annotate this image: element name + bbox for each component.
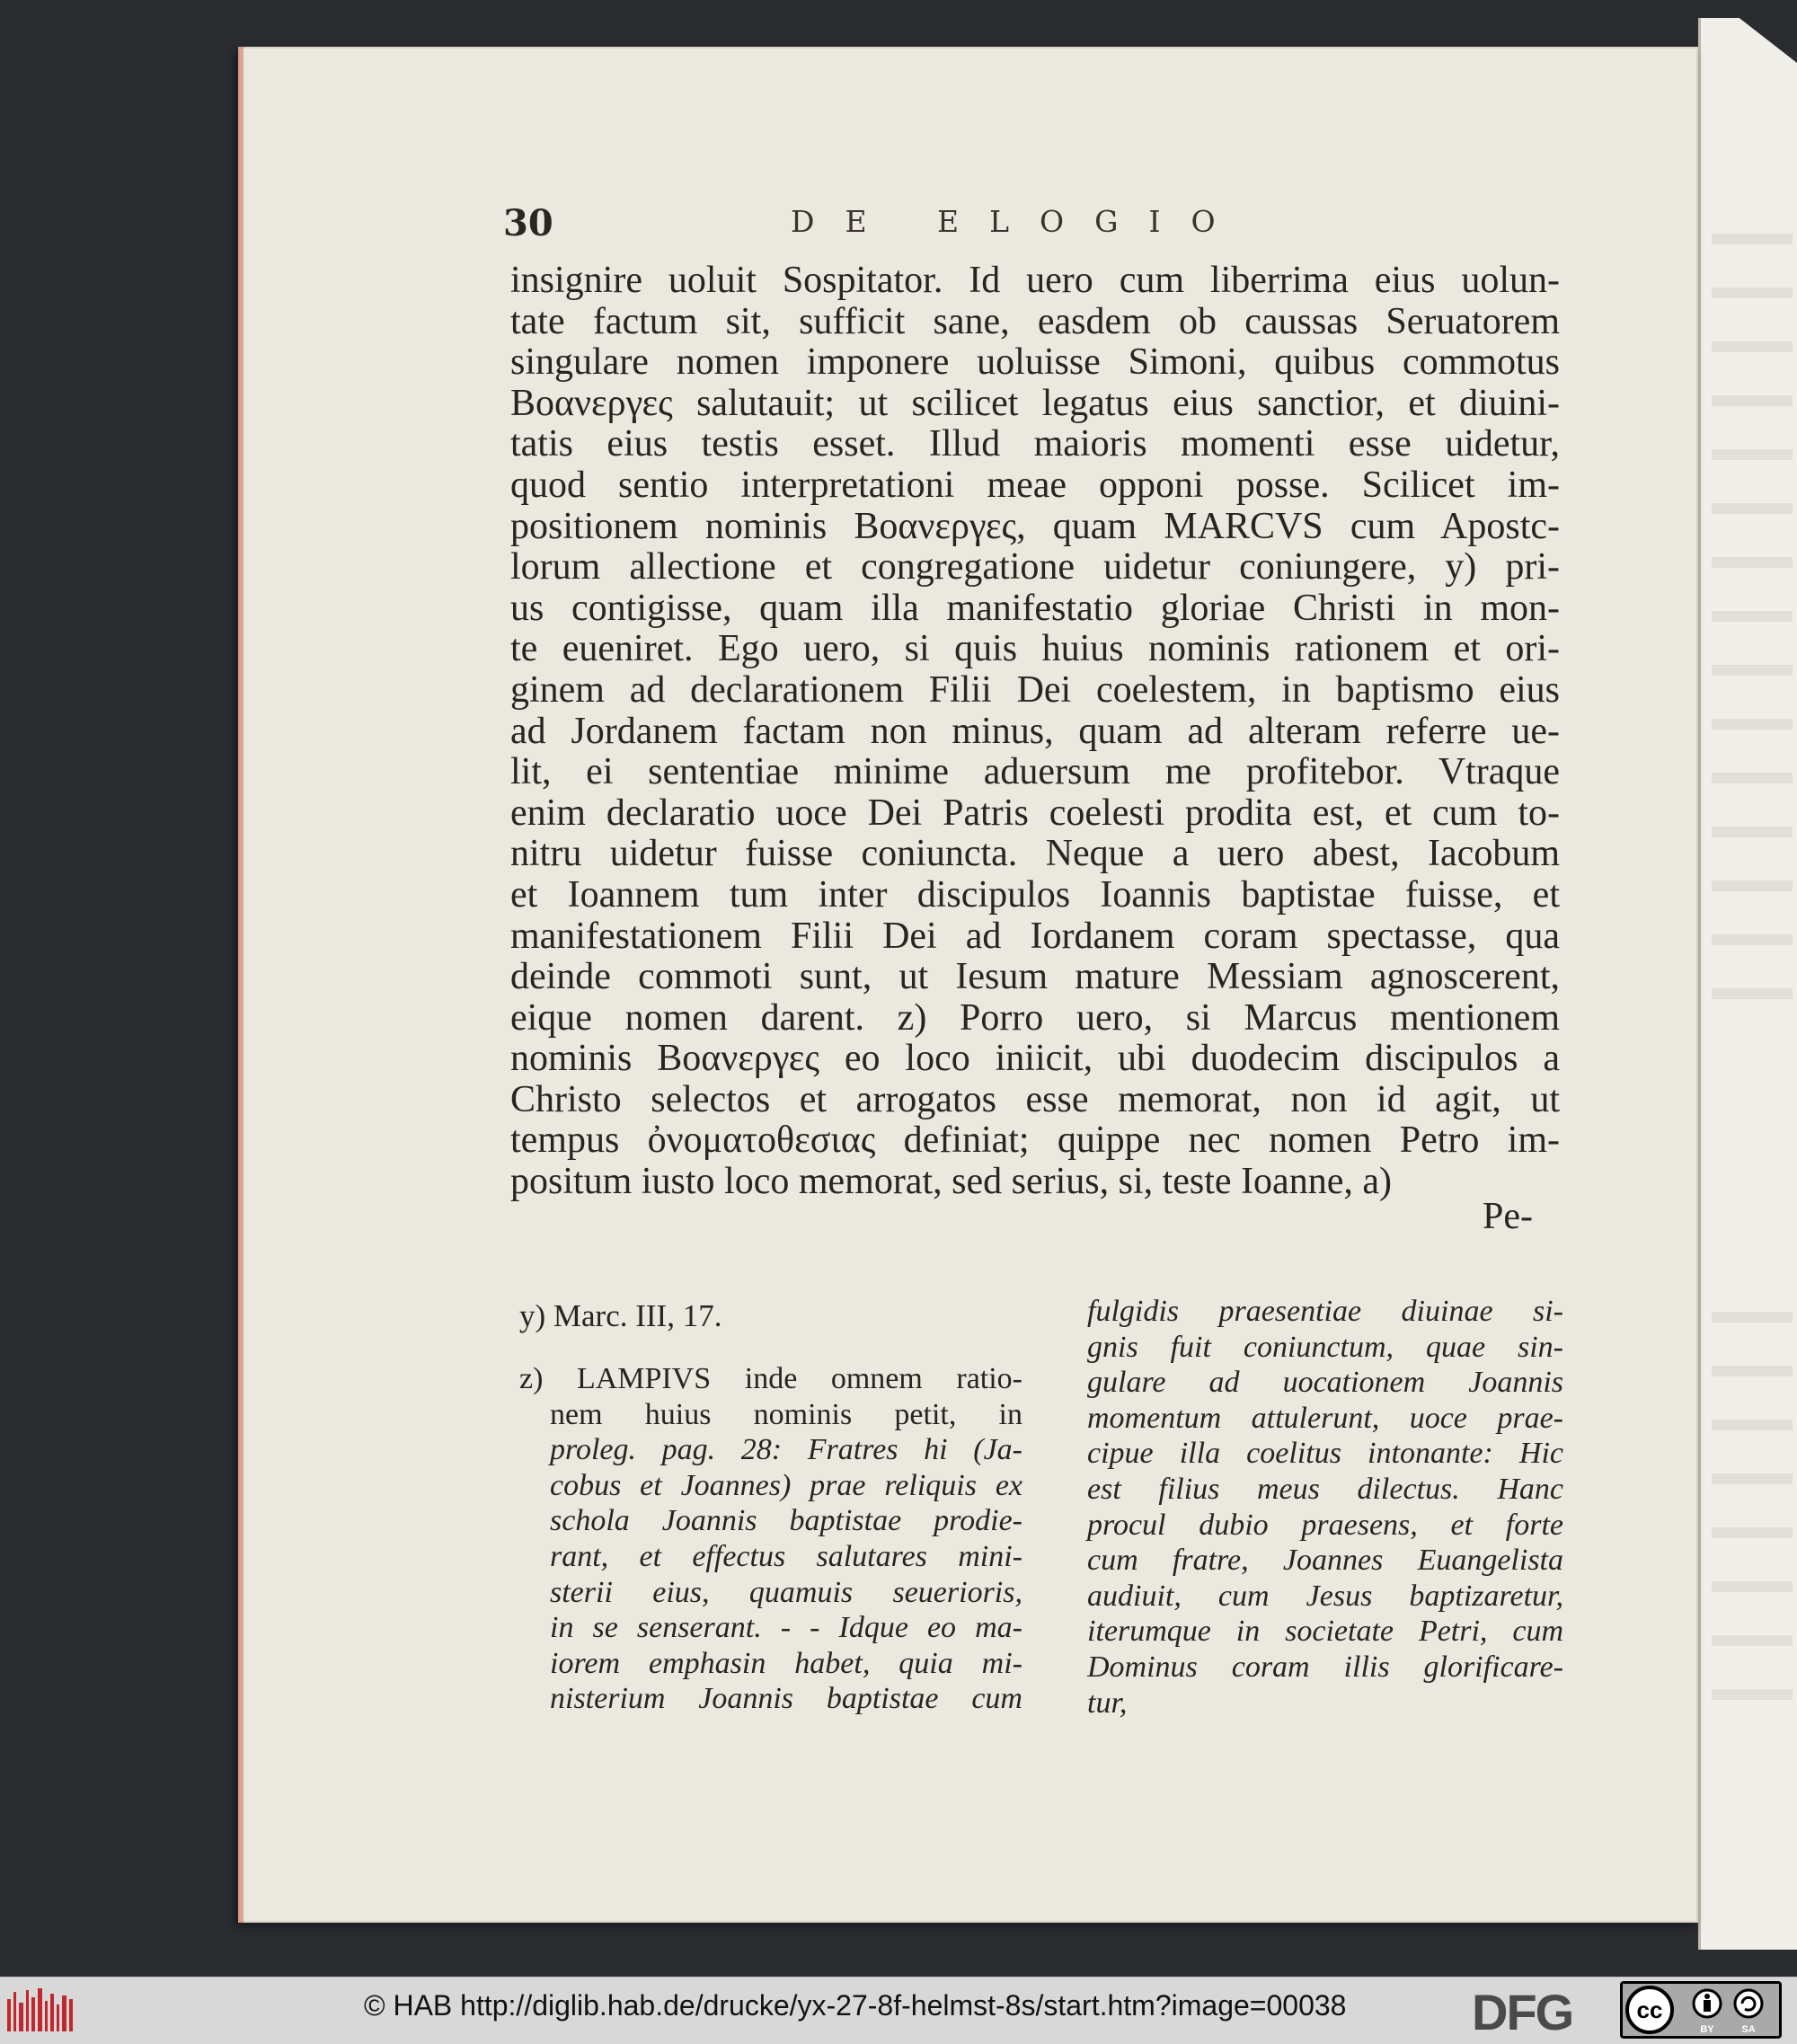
text-line: nominis Βοανεργες eo loco iniicit, ubi duodecim discipulos a [510, 1038, 1560, 1080]
text-line: manifestationem Filii Dei ad Iordanem coram spectasse, qua [510, 915, 1560, 957]
text-line: et Ioannem tum inter discipulos Ioannis baptistae fuisse, et [510, 873, 1560, 916]
footnote-line: nisterium Joannis baptistae cum [550, 1682, 1022, 1716]
text-line: tatis eius testis esset. Illud maioris momenti esse uidetur, [510, 423, 1560, 465]
footnotes-left-column [519, 1298, 1022, 1717]
barcode-icon [5, 1986, 75, 2037]
footnote-line: z) LAMPIVS inde omnem ratio- [519, 1362, 1022, 1395]
footnote-line: nem huius nominis petit, in [550, 1397, 1022, 1431]
footnote-line: gnis fuit coniunctum, quae sin- [1087, 1330, 1563, 1364]
footnote-line: momentum attulerunt, uoce prae- [1087, 1401, 1563, 1435]
footnote-line: iterumque in societate Petri, cum [1087, 1615, 1563, 1649]
footnote-z-left [519, 1361, 1022, 1717]
footnote-line: cobus et Joannes) prae reliquis ex [550, 1468, 1022, 1502]
license-sa: SA [1741, 2024, 1756, 2035]
svg-text:cc: cc [1636, 1996, 1663, 2023]
license-by: BY [1700, 2024, 1714, 2035]
text-line: positionem nominis Βοανεργες, quam MARCVS cum Apostc- [510, 505, 1560, 547]
text-line: eique nomen darent. z) Porro uero, si Marcus mentionem [510, 996, 1560, 1039]
adjacent-page [1698, 18, 1797, 1950]
footnotes-right-column [1087, 1294, 1563, 1721]
footnote-line: in se senserant. - - Idque eo ma- [550, 1611, 1022, 1645]
text-line: tate factum sit, sufficit sane, easdem ob caussas Seruatorem [510, 300, 1560, 342]
footnote-line: sterii eius, quamuis seuerioris, [550, 1575, 1022, 1609]
dfg-logo: DFG [1472, 1984, 1573, 2040]
text-line: insignire uoluit Sospitator. Id uero cum liberrima eius uolun- [510, 260, 1560, 301]
footnote-line: procul dubio praesens, et forte [1087, 1508, 1563, 1542]
catchword: Pe- [1483, 1196, 1533, 1237]
source-url[interactable]: © HAB http://diglib.hab.de/drucke/yx-27-8f-helmst-8s/start.htm?image=00038 [364, 1989, 1347, 2022]
footnote-line: gulare ad uocationem Joannis [1087, 1366, 1563, 1400]
viewer-footer [0, 1977, 1797, 2044]
text-line: deinde commoti sunt, ut Iesum mature Messiam agnoscerent, [510, 956, 1560, 998]
page-edge [238, 47, 243, 1923]
footnote-line: audiuit, cum Jesus baptizaretur, [1087, 1579, 1563, 1613]
main-text-block [510, 261, 1560, 1203]
text-line: us contigisse, quam illa manifestatio gloriae Christi in mon- [510, 587, 1560, 629]
text-line: Βοανεργες salutauit; ut scilicet legatus eius sanctior, et diuini- [510, 382, 1560, 424]
footnote-line: cipue illa coelitus intonante: Hic [1087, 1437, 1563, 1471]
text-line: quod sentio interpretationi meae opponi posse. Scilicet im- [510, 464, 1560, 506]
text-line: singulare nomen imponere uoluisse Simoni, quibus commotus [510, 341, 1560, 384]
footnote-line: cum fratre, Joannes Euangelista [1087, 1544, 1563, 1578]
cc-icon [1623, 1984, 1779, 2036]
text-line: te eueniret. Ego uero, si quis huius nominis rationem et ori- [510, 628, 1560, 670]
footnote-line: Dominus coram illis glorificare- [1087, 1650, 1563, 1684]
footnote-line: tur, [1087, 1686, 1128, 1720]
footnote-z-right [1087, 1294, 1563, 1721]
text-line: Christo selectos et arrogatos esse memorat, non id agit, ut [510, 1078, 1560, 1120]
text-line: tempus ὀνοματοθεσιας definiat; quippe nec nomen Petro im- [510, 1119, 1560, 1162]
text-line: enim declaratio uoce Dei Patris coelesti prodita est, et cum to- [510, 792, 1560, 834]
page-corner [1716, 0, 1797, 63]
footnote-line: proleg. pag. 28: Fratres hi (Ja- [550, 1433, 1022, 1467]
footnote-y: y) Marc. III, 17. [519, 1298, 722, 1333]
text-line: lorum allectione et congregatione uidetur coniungere, y) pri- [510, 546, 1560, 588]
text-line: positum iusto loco memorat, sed serius, si, teste Ioanne, a) [510, 1161, 1392, 1203]
footnote-line: est filius meus dilectus. Hanc [1087, 1472, 1563, 1506]
page-header [503, 202, 1563, 247]
text-line: ad Jordanem factam non minus, quam ad alteram referre ue- [510, 710, 1560, 752]
text-line: ginem ad declarationem Filii Dei coelestem, in baptismo eius [510, 668, 1560, 711]
text-line: nitru uidetur fuisse coniuncta. Neque a uero abest, Iacobum [510, 833, 1560, 875]
cc-license-badge[interactable] [1620, 1981, 1782, 2039]
footnote-line: iorem emphasin habet, quia mi- [550, 1646, 1022, 1680]
page-number: 30 [503, 202, 553, 244]
footnote-line: rant, et effectus salutares mini- [550, 1539, 1022, 1573]
footnote-line: fulgidis praesentiae diuinae si- [1087, 1295, 1563, 1328]
text-line: lit, ei sententiae minime aduersum me profitebor. Vtraque [510, 751, 1560, 793]
footnote-line: schola Joannis baptistae prodie- [550, 1504, 1022, 1538]
running-title: DE ELOGIO [791, 204, 1246, 239]
